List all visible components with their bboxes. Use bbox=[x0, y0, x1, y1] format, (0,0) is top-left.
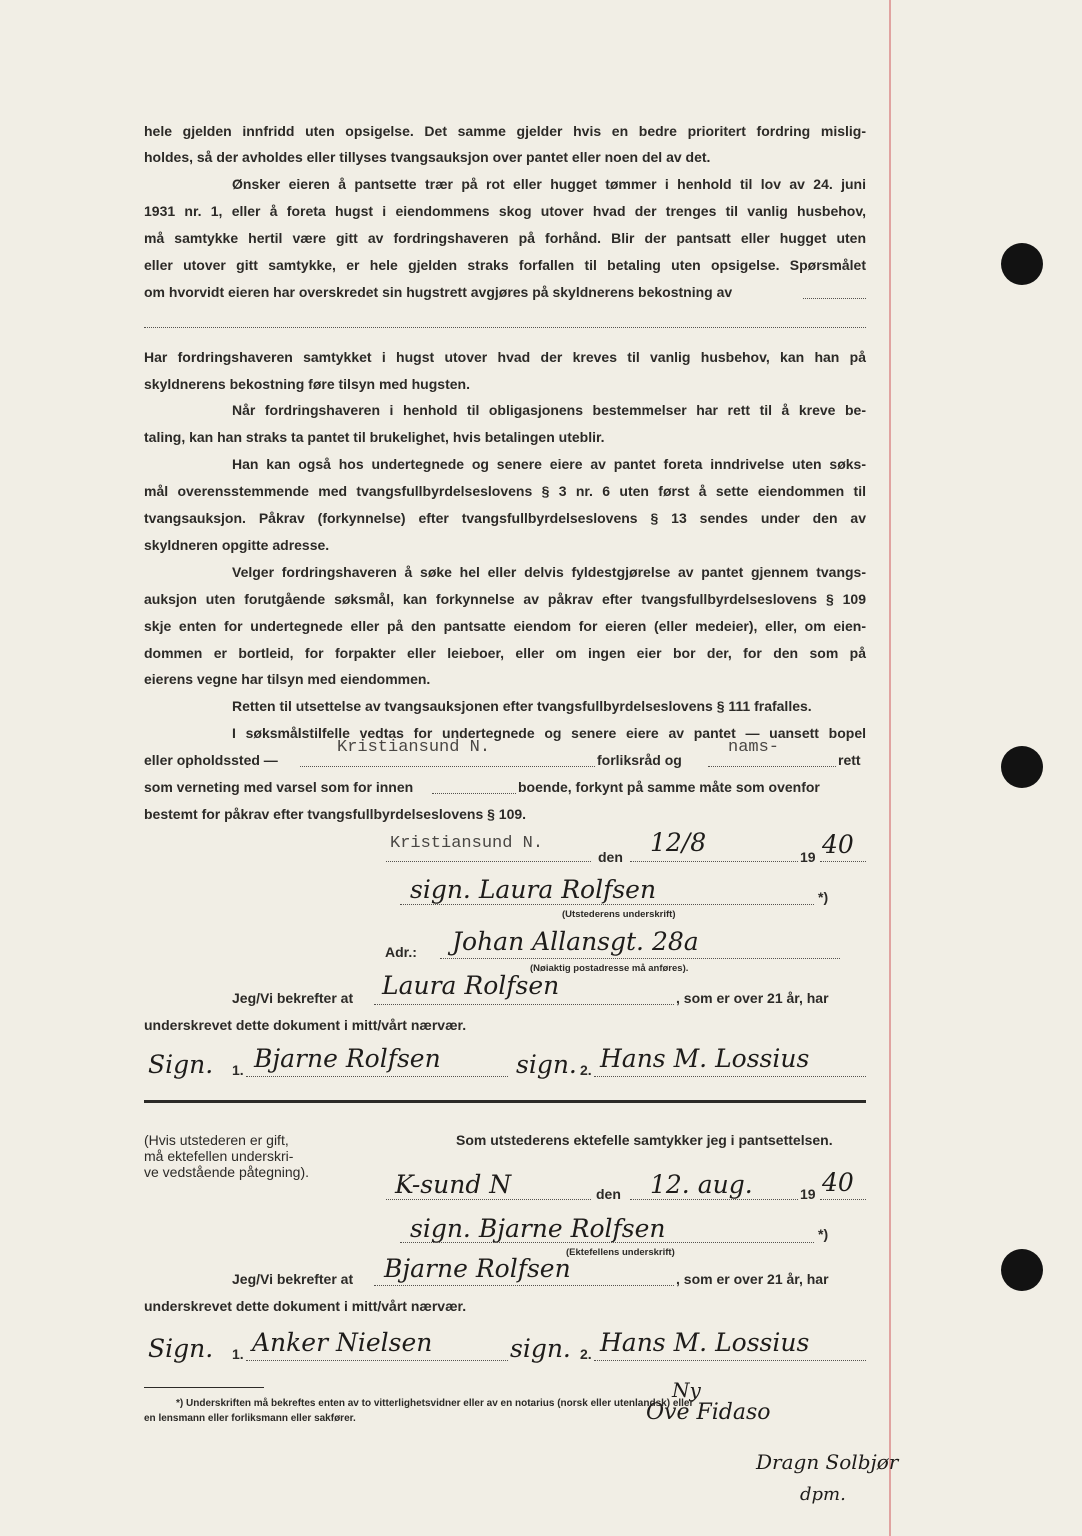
spouse-date-handwritten: 12. aug. bbox=[650, 1170, 753, 1199]
paragraph-line: dommen er bortleid, for forpakter eller leieboer, eller om ingen eier bor der, for den som på bbox=[144, 645, 866, 661]
fill-line bbox=[144, 327, 866, 328]
paragraph-line: 1931 nr. 1, eller å foreta hugst i eiendommens skog utover hvad der trenges til vanlig husbehov, bbox=[144, 203, 866, 219]
paragraph-line: tvangsauksjon. Påkrav (forkynnelse) efter tvangsfullbyrdelseslovens § 13 sendes under den av bbox=[144, 510, 866, 526]
fill-line bbox=[386, 1199, 591, 1200]
paragraph-line: auksjon uten forutgående søksmål, kan forkynnelse av påkrav efter tvangsfullbyrdelseslovens § 109 bbox=[144, 591, 866, 607]
paragraph-line: Retten til utsettelse av tvangsauksjonen efter tvangsfullbyrdelseslovens § 111 frafalles. bbox=[232, 698, 812, 714]
paragraph-line: taling, kan han straks ta pantet til brukelighet, hvis betalingen uteblir. bbox=[144, 429, 605, 445]
fill-line bbox=[594, 1076, 866, 1077]
spouse-signature: sign. Bjarne Rolfsen bbox=[410, 1214, 666, 1243]
address-handwritten: Johan Allansgt. 28a bbox=[452, 927, 699, 956]
witness2-n2: 2. bbox=[580, 1346, 592, 1362]
issuer-sig-mark: *) bbox=[818, 889, 829, 905]
venue-place-typed: Kristiansund N. bbox=[337, 738, 491, 757]
witness2-sign-b: sign. bbox=[510, 1334, 571, 1363]
fill-line bbox=[440, 958, 840, 959]
paragraph-line: eierens vegne har tilsyn med eiendommen. bbox=[144, 671, 431, 687]
venue-line2-pre: som verneting med varsel som for innen bbox=[144, 779, 414, 795]
witness2-w2-handwritten: Hans M. Lossius bbox=[600, 1328, 810, 1357]
paragraph-line: Ønsker eieren å pantsette trær på rot eller hugget tømmer i henhold til lov av 24. juni bbox=[232, 176, 866, 192]
paragraph-line: Har fordringshaveren samtykket i hugst utover hvad der kreves til vanlig husbehov, kan han på bbox=[144, 349, 866, 365]
paragraph-line: hele gjelden innfridd uten opsigelse. Det samme gjelder hvis en bedre prioritert fordring mislig- bbox=[144, 123, 866, 139]
issue-year-handwritten: 40 bbox=[822, 830, 854, 859]
spouse-note-line: ve vedstående påtegning). bbox=[144, 1164, 310, 1180]
witness1-sign-a: Sign. bbox=[148, 1050, 214, 1079]
margin-red-line bbox=[889, 0, 891, 1536]
spouse-year-prefix: 19 bbox=[800, 1186, 816, 1202]
fill-line bbox=[246, 1076, 508, 1077]
witness2-w1-handwritten: Anker Nielsen bbox=[252, 1328, 433, 1357]
witness2-sign-a: Sign. bbox=[148, 1334, 214, 1363]
paragraph-line: Velger fordringshaveren å søke hel eller delvis fyldestgjørelse av pantet gjennem tvangs- bbox=[232, 564, 866, 580]
fill-line bbox=[386, 861, 591, 862]
spouse-den: den bbox=[596, 1186, 621, 1202]
fill-line bbox=[594, 1360, 866, 1361]
fill-line bbox=[300, 766, 595, 767]
fill-line bbox=[820, 861, 866, 862]
spouse-consent: Som utstederens ektefelle samtykker jeg i pantsettelsen. bbox=[456, 1132, 833, 1148]
venue-line3: bestemt for påkrav efter tvangsfullbyrdelseslovens § 109. bbox=[144, 806, 527, 822]
paragraph-line: skje enten for undertegnede eller på den pantsatte eiendom for eieren (eller medeier), eller, om eien- bbox=[144, 618, 866, 634]
spouse-note-line: (Hvis utstederen er gift, bbox=[144, 1132, 289, 1148]
paragraph-line: Han kan også hos undertegnede og senere eiere av pantet foreta inndrivelse uten søks- bbox=[232, 456, 866, 472]
fill-line bbox=[246, 1360, 508, 1361]
venue-prefix: eller opholdssted — bbox=[144, 752, 278, 768]
section-divider bbox=[144, 1100, 866, 1103]
witness2-post: , som er over 21 år, har bbox=[676, 1271, 829, 1287]
witness1-w2-handwritten: Hans M. Lossius bbox=[600, 1044, 810, 1073]
paragraph-line: skyldneren opgitte adresse. bbox=[144, 537, 330, 553]
venue-rett: rett bbox=[838, 752, 861, 768]
witness1-w1-handwritten: Bjarne Rolfsen bbox=[254, 1044, 441, 1073]
margin-note: Dragn Solbjør bbox=[756, 1450, 899, 1474]
footnote-rule bbox=[144, 1387, 264, 1388]
witness1-n2: 2. bbox=[580, 1062, 592, 1078]
paragraph-line: holdes, så der avholdes eller tillyses tvangsauksjon over pantet eller noen del av det. bbox=[144, 149, 711, 165]
address-label: Adr.: bbox=[385, 944, 417, 960]
issue-date-handwritten: 12/8 bbox=[650, 828, 707, 857]
fill-line bbox=[820, 1199, 866, 1200]
fill-line bbox=[374, 1004, 674, 1005]
witness1-name-handwritten: Laura Rolfsen bbox=[382, 971, 560, 1000]
spouse-sig-mark: *) bbox=[818, 1226, 829, 1242]
witness1-post: , som er over 21 år, har bbox=[676, 990, 829, 1006]
paragraph-line: skyldnerens bekostning føre tilsyn med hugsten. bbox=[144, 376, 470, 392]
footnote-line: en lensmann eller forliksmann eller sakfører. bbox=[144, 1413, 356, 1424]
spouse-place-handwritten: K-sund N bbox=[395, 1170, 512, 1199]
spouse-year-handwritten: 40 bbox=[822, 1168, 854, 1197]
spouse-sig-caption: (Ektefellens underskrift) bbox=[566, 1247, 675, 1258]
fill-line bbox=[374, 1285, 674, 1286]
fill-line bbox=[630, 1199, 798, 1200]
margin-note: dpm. bbox=[800, 1484, 846, 1505]
paragraph-line: eller utover gitt samtykke, er hele gjelden straks forfallen til betaling uten opsigelse. Spørsmålet bbox=[144, 257, 866, 273]
fill-line bbox=[432, 793, 516, 794]
footnote-line: *) Underskriften må bekreftes enten av to vitterlighetsvidner eller av en notarius (norsk eller utenlandsk) eller bbox=[176, 1398, 694, 1409]
margin-note: Ove Fidaso bbox=[646, 1400, 771, 1425]
paragraph-line: Når fordringshaveren i henhold til obligasjonens bestemmelser har rett til å kreve be- bbox=[232, 402, 866, 418]
issue-place-typed: Kristiansund N. bbox=[390, 834, 544, 853]
witness2-pre: Jeg/Vi bekrefter at bbox=[232, 1271, 354, 1287]
issuer-signature: sign. Laura Rolfsen bbox=[410, 875, 657, 904]
venue-forliksrad: forliksråd og bbox=[597, 752, 682, 768]
paragraph-line: om hvorvidt eieren har overskredet sin hugstrett avgjøres på skyldnerens bekostning av bbox=[144, 284, 733, 300]
venue-nams-typed: nams- bbox=[728, 738, 780, 757]
fill-line bbox=[400, 1242, 814, 1243]
issuer-sig-caption: (Utstederens underskrift) bbox=[562, 909, 676, 920]
venue-line2-post: boende, forkynt på samme måte som ovenfor bbox=[518, 779, 820, 795]
witness2-line2: underskrevet dette dokument i mitt/vårt nærvær. bbox=[144, 1298, 467, 1314]
spouse-note-line: må ektefellen underskri- bbox=[144, 1148, 294, 1164]
punch-hole-top bbox=[1001, 243, 1043, 285]
paragraph-line: må samtykke hertil være gitt av fordringshaveren på forhånd. Blir der pantsatt eller hugget uten bbox=[144, 230, 866, 246]
witness1-sign-b: sign. bbox=[516, 1050, 577, 1079]
paragraph-line: mål overensstemmende med tvangsfullbyrdelseslovens § 3 nr. 6 uten først å sette eiendommen til bbox=[144, 483, 866, 499]
address-caption: (Nøiaktig postadresse må anføres). bbox=[530, 963, 689, 974]
punch-hole-bottom bbox=[1001, 1249, 1043, 1291]
issue-year-prefix: 19 bbox=[800, 849, 816, 865]
witness2-n1: 1. bbox=[232, 1346, 244, 1362]
fill-line bbox=[400, 904, 814, 905]
witness1-pre: Jeg/Vi bekrefter at bbox=[232, 990, 354, 1006]
issue-den: den bbox=[598, 849, 623, 865]
witness1-line2: underskrevet dette dokument i mitt/vårt nærvær. bbox=[144, 1017, 467, 1033]
fill-line bbox=[803, 298, 866, 299]
punch-hole-middle bbox=[1001, 746, 1043, 788]
paragraph-line: I søksmålstilfelle vedtas for undertegnede og senere eiere av pantet — uansett bopel bbox=[232, 725, 866, 741]
witness2-name-handwritten: Bjarne Rolfsen bbox=[384, 1254, 571, 1283]
fill-line bbox=[630, 861, 798, 862]
witness1-n1: 1. bbox=[232, 1062, 244, 1078]
fill-line bbox=[708, 766, 836, 767]
margin-note: Ny bbox=[672, 1378, 701, 1402]
